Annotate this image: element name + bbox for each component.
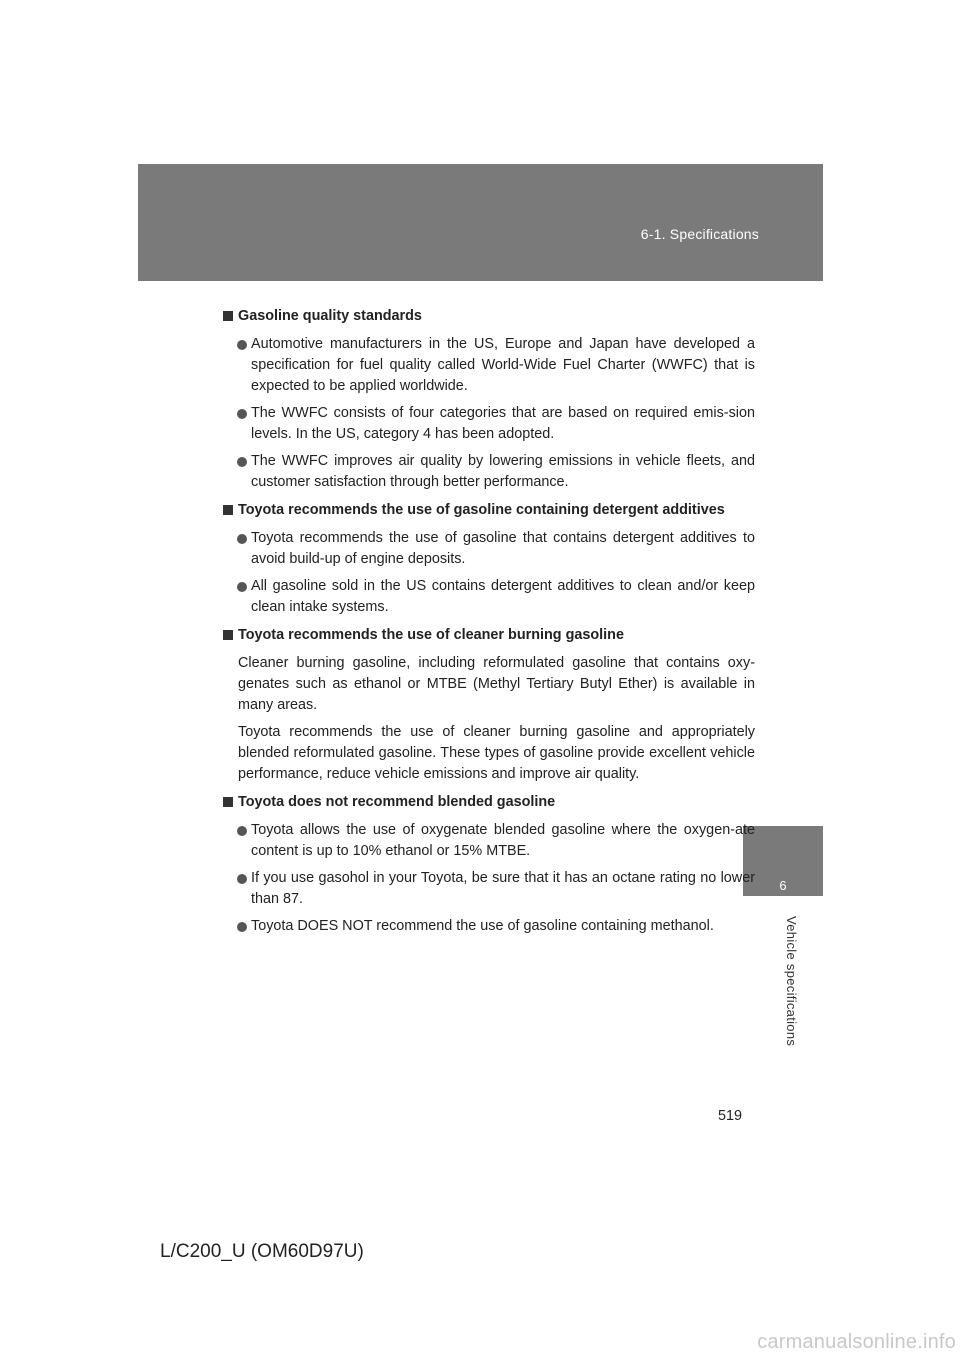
section-heading [223,306,755,327]
heading-text: Toyota does not recommend blended gasoline [238,794,556,810]
section-heading [223,625,755,646]
section-heading [223,500,755,521]
chapter-number: 6 [779,878,787,893]
bullet-text: Automotive manufacturers in the US, Europe and Japan have developed a specification for fuel quality called World-Wide Fuel Charter (WWFC) that is expected to be applied worldwide. [251,336,755,394]
watermark[interactable]: carmanualsonline.info [757,1331,956,1353]
list-item [223,334,755,397]
heading-text: Toyota recommends the use of cleaner burning gasoline [238,627,624,643]
bullet-text: Toyota DOES NOT recommend the use of gasoline containing methanol. [251,918,714,934]
bullet-text: The WWFC consists of four categories that are based on required emis-sion levels. In the US, category 4 has been adopted. [251,405,755,442]
circle-bullet-icon [237,409,247,419]
circle-bullet-icon [237,874,247,884]
list-item [223,403,755,445]
paragraph: Toyota recommends the use of cleaner burning gasoline and appropriately blended reformulated gasoline. These types of gasoline provide excellent vehicle performance, reduce vehicle emissions and improve air quality. [238,724,755,782]
document-code: L/C200_U (OM60D97U) [160,1241,364,1262]
heading-text: Gasoline quality standards [238,308,422,324]
bullet-text: All gasoline sold in the US contains detergent additives to clean and/or keep clean intake systems. [251,578,755,615]
square-bullet-icon [223,505,233,515]
list-item [223,451,755,493]
heading-text: Toyota recommends the use of gasoline containing detergent additives [238,502,725,518]
chapter-tab-block [743,826,823,896]
square-bullet-icon [223,630,233,640]
circle-bullet-icon [237,922,247,932]
circle-bullet-icon [237,826,247,836]
bullet-text: Toyota recommends the use of gasoline that contains detergent additives to avoid build-up of engine deposits. [251,530,755,567]
section-label: 6-1. Specifications [640,226,759,242]
list-item [223,820,755,862]
chapter-title: Vehicle specifications [784,916,799,1047]
list-item [223,916,755,937]
square-bullet-icon [223,311,233,321]
square-bullet-icon [223,797,233,807]
bullet-text: Toyota allows the use of oxygenate blended gasoline where the oxygen-ate content is up to 10% ethanol or 15% MTBE. [251,822,755,859]
paragraph: Cleaner burning gasoline, including reformulated gasoline that contains oxy-genates such as ethanol or MTBE (Methyl Tertiary Butyl Ether) is available in many areas. [238,655,755,713]
header-band [138,164,823,281]
circle-bullet-icon [237,340,247,350]
list-item [223,868,755,910]
page-number: 519 [718,1108,743,1124]
page-content [223,306,755,943]
circle-bullet-icon [237,534,247,544]
bullet-text: The WWFC improves air quality by lowering emissions in vehicle fleets, and customer satisfaction through better performance. [251,453,755,490]
list-item [223,576,755,618]
chapter-side-tab[interactable] [743,826,823,1050]
section-heading [223,792,755,813]
bullet-text: If you use gasohol in your Toyota, be sure that it has an octane rating no lower than 87. [251,870,755,907]
circle-bullet-icon [237,582,247,592]
list-item [223,528,755,570]
circle-bullet-icon [237,457,247,467]
